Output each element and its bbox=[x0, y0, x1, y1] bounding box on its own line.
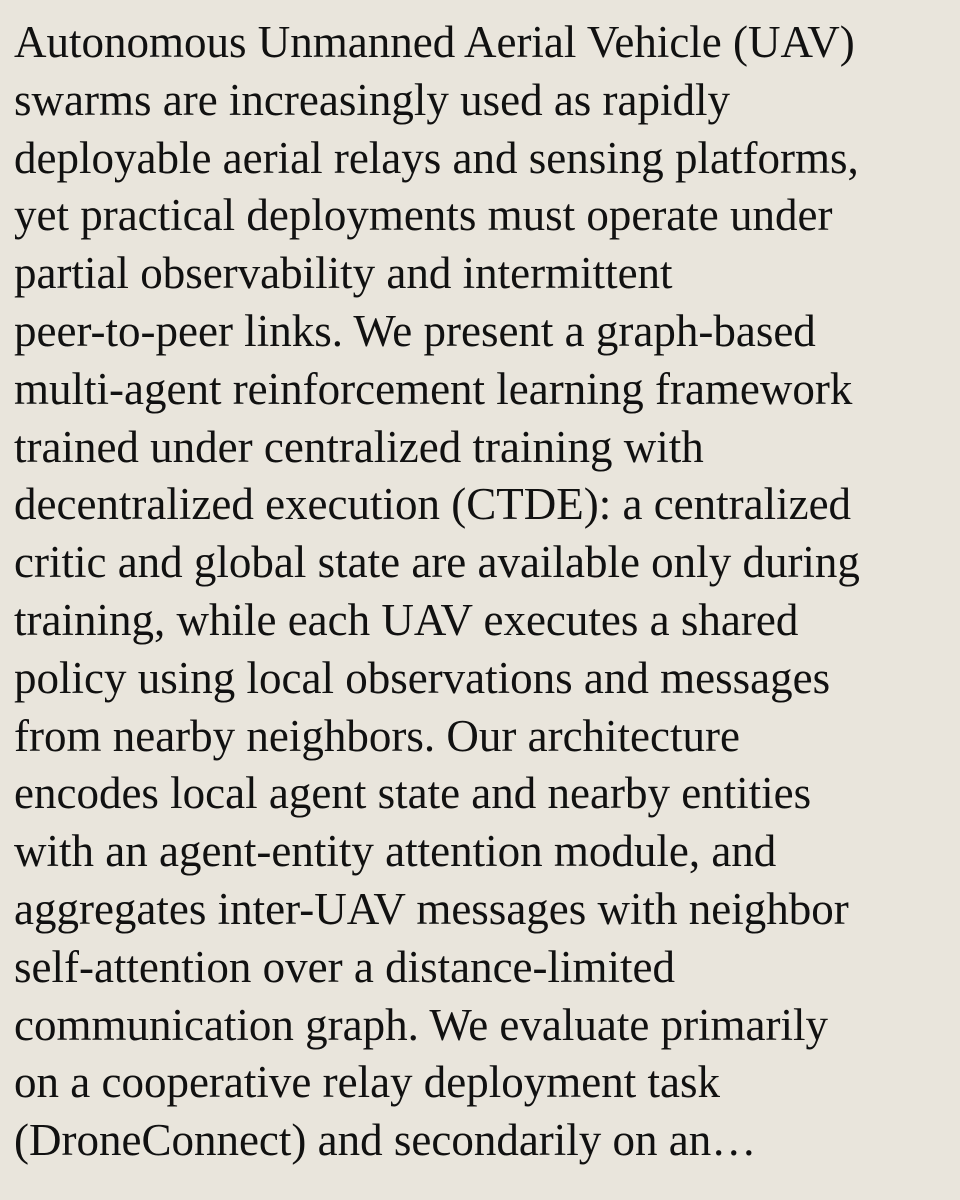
abstract-line: deployable aerial relays and sensing platforms, bbox=[14, 132, 859, 183]
abstract-line: with an agent-entity attention module, and bbox=[14, 826, 777, 877]
abstract-line: aggregates inter-UAV messages with neighbor bbox=[14, 883, 849, 934]
abstract-line: trained under centralized training with bbox=[14, 421, 704, 472]
abstract-line: policy using local observations and messages bbox=[14, 652, 831, 703]
abstract-line: (DroneConnect) and secondarily on an… bbox=[14, 1115, 757, 1166]
abstract-line: training, while each UAV executes a shared bbox=[14, 594, 799, 645]
abstract-text bbox=[14, 14, 946, 1170]
abstract-line: yet practical deployments must operate under bbox=[14, 190, 833, 241]
abstract-line: from nearby neighbors. Our architecture bbox=[14, 710, 740, 761]
abstract-line: encodes local agent state and nearby entities bbox=[14, 768, 812, 819]
abstract-line: self-attention over a distance-limited bbox=[14, 941, 676, 992]
abstract-line: swarms are increasingly used as rapidly bbox=[14, 74, 731, 125]
abstract-line: critic and global state are available only during bbox=[14, 537, 860, 588]
abstract-line: decentralized execution (CTDE): a centralized bbox=[14, 479, 852, 530]
abstract-line: multi-agent reinforcement learning framework bbox=[14, 363, 853, 414]
abstract-line: partial observability and intermittent bbox=[14, 248, 673, 299]
abstract-line: Autonomous Unmanned Aerial Vehicle (UAV) bbox=[14, 17, 855, 67]
abstract-line: communication graph. We evaluate primarily bbox=[14, 999, 829, 1050]
abstract-line: on a cooperative relay deployment task bbox=[14, 1057, 720, 1108]
abstract-line: peer-to-peer links. We present a graph-based bbox=[14, 305, 816, 356]
